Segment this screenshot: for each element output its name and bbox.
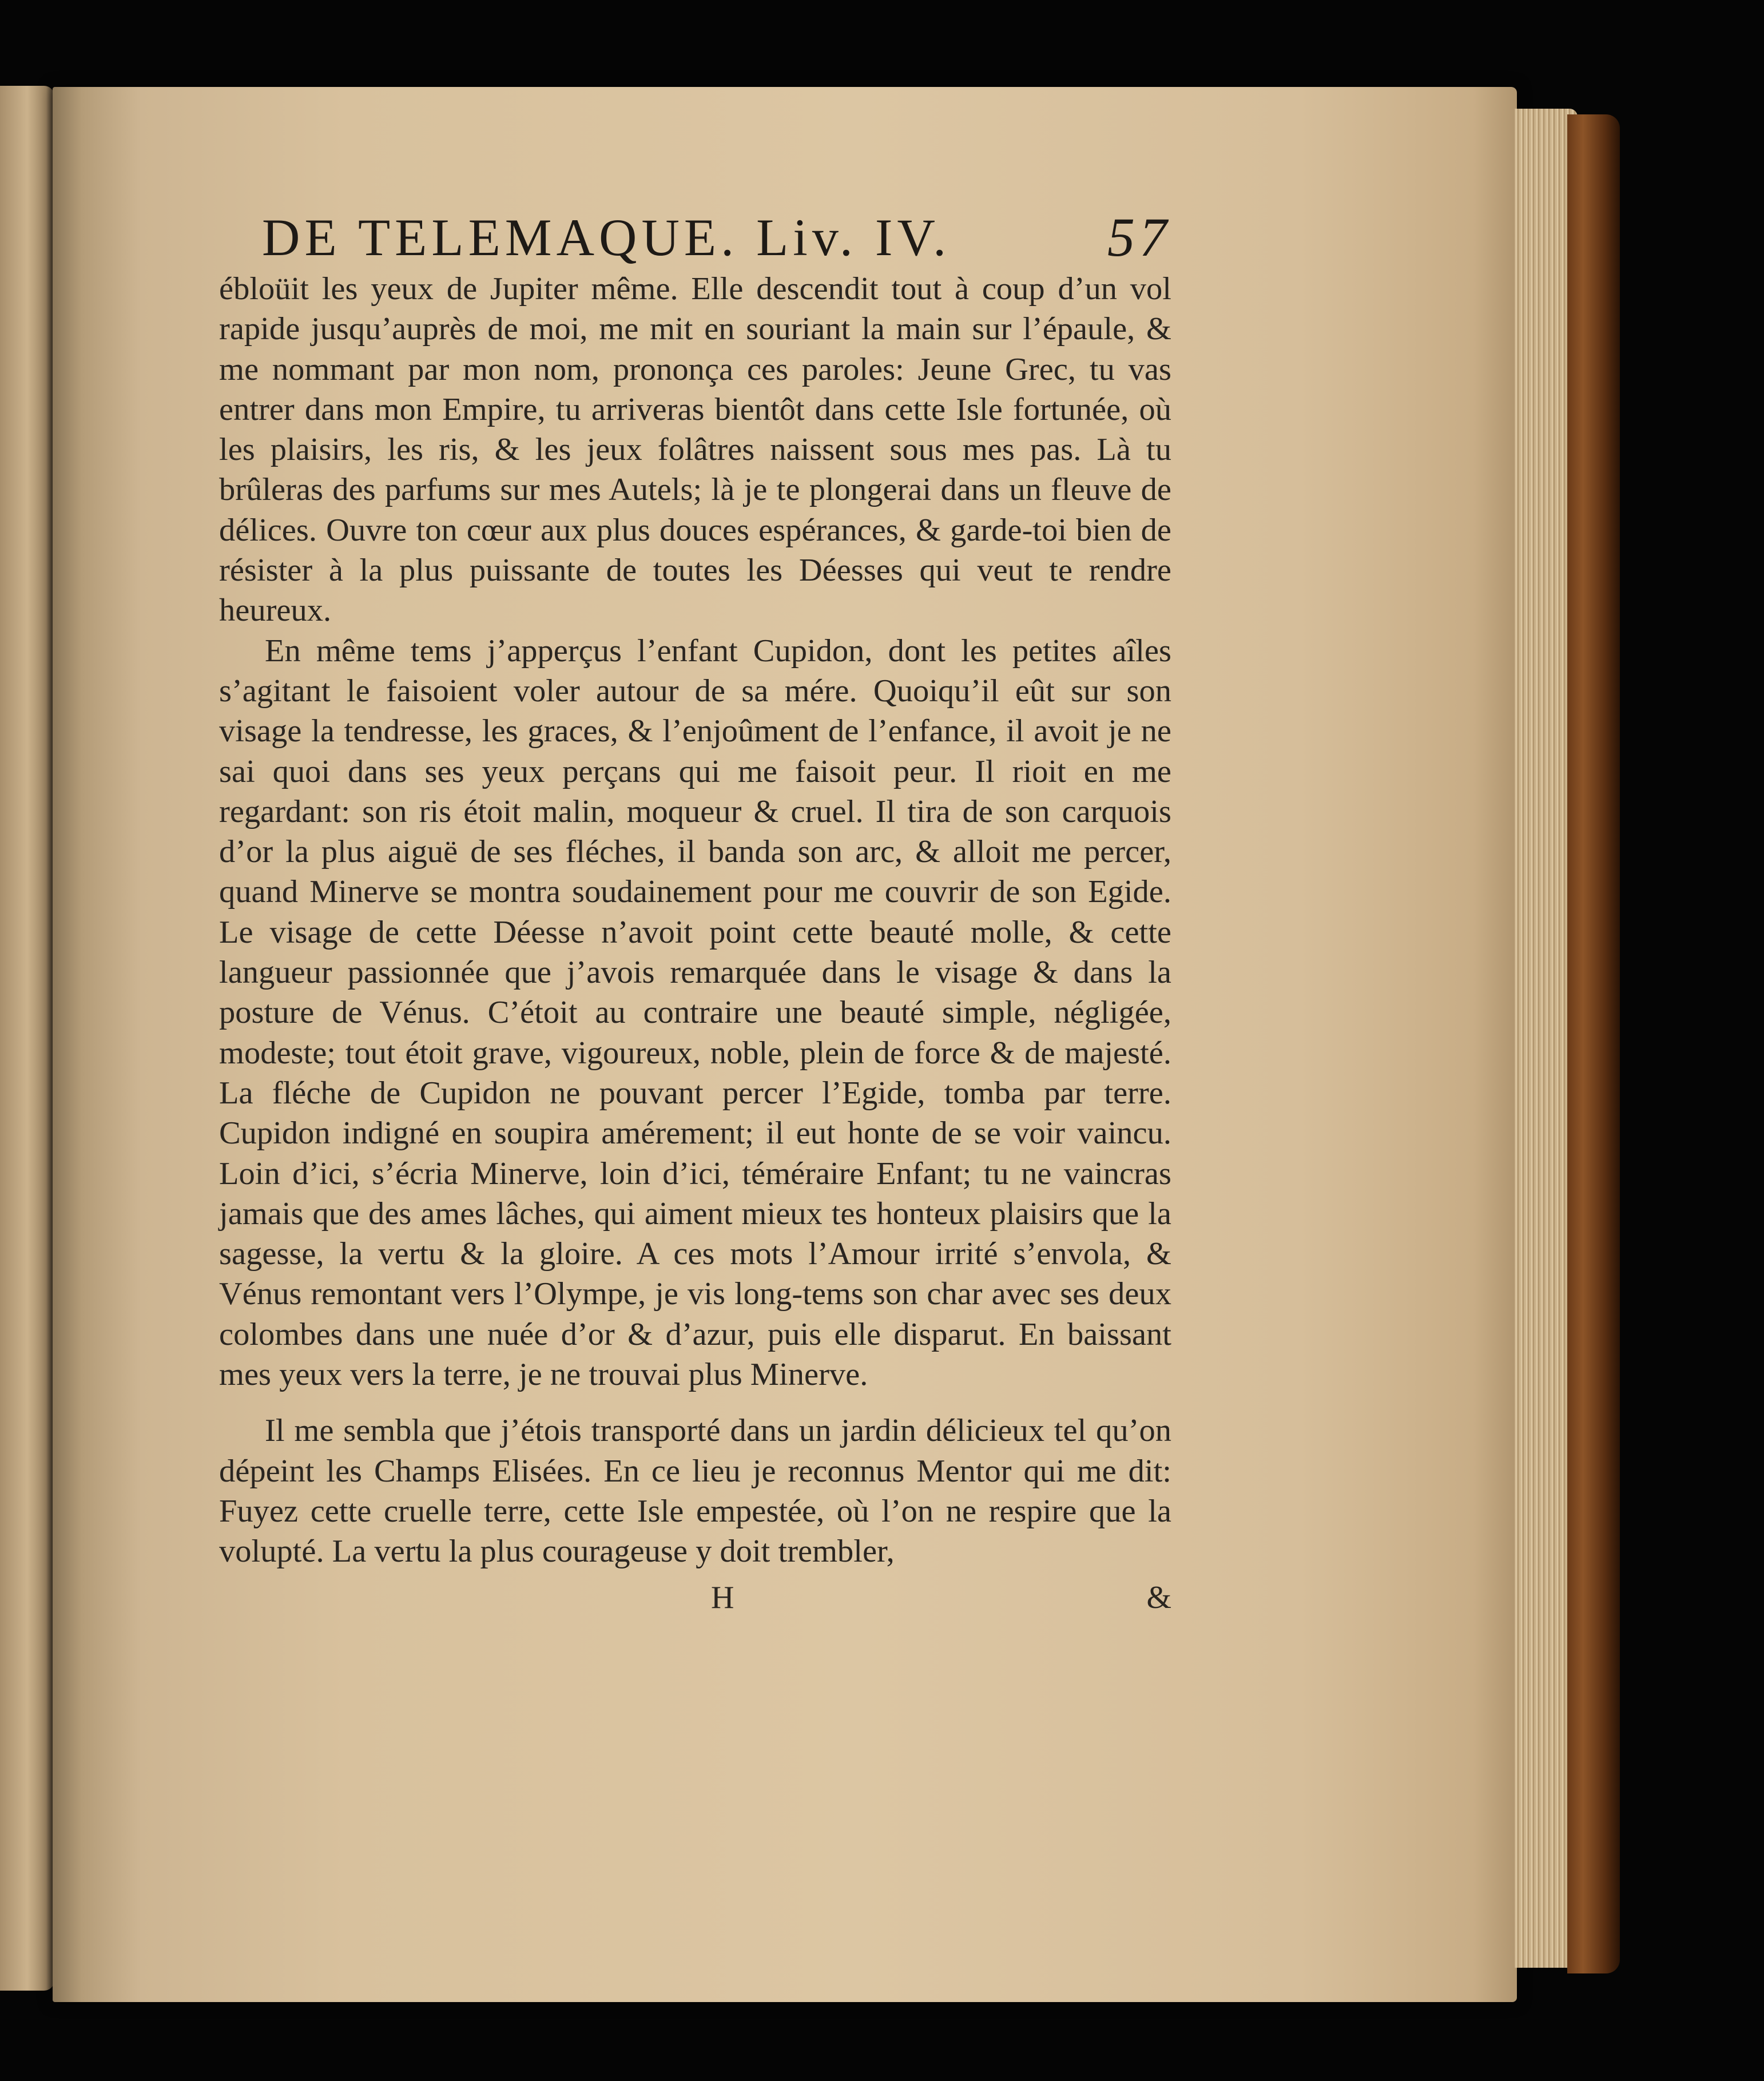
- book-cover-edge: [1567, 114, 1620, 1973]
- text-block: [219, 206, 1171, 1618]
- running-title: DE TELEMAQUE. Liv. IV.: [262, 208, 951, 267]
- catchword: &: [1146, 1579, 1171, 1615]
- running-header: [219, 206, 1171, 269]
- page-footer: [219, 1578, 1171, 1618]
- paragraph-3: Il me sembla que j’étois transporté dans un jardin délicieux tel qu’on dépeint les Champs Elisées. En ce lieu je reconnus Mentor qui me dit: Fuyez cette cruelle terre, cette Isle empestée, où l’on ne respire que la volupté. La vertu la plus courageuse y doit trembler,: [219, 1413, 1171, 1570]
- page-number: 57: [1107, 206, 1171, 268]
- body-text: [219, 269, 1171, 1572]
- paragraph-1: ébloüit les yeux de Jupiter même. Elle descendit tout à coup d’un vol rapide jusqu’auprès de moi, me mit en souriant la main sur l’épaule, & me nommant par mon nom, prononça ces paroles: Jeune Grec, tu vas entrer dans mon Empire, tu arriveras bientôt dans cette Isle fortunée, où les plaisirs, les ris, & les jeux folâtres naissent sous mes pas. Là tu brûleras des parfums sur mes Autels; là je te plongerai dans un fleuve de délices. Ouvre ton cœur aux plus douces espérances, & garde-toi bien de résister à la plus puissante de toutes les Déesses qui veut te rendre heureux.: [219, 271, 1171, 629]
- signature-mark: H: [711, 1579, 734, 1615]
- paragraph-2: En même tems j’apperçus l’enfant Cupidon, dont les petites aîles s’agitant le faisoient voler autour de sa mére. Quoiqu’il eût sur son visage la tendresse, les graces, & l’enjoûment de l’enfance, il avoit je ne sai quoi dans ses yeux perçans qui me faisoit peur. Il rioit en me regardant: son ris étoit malin, moqueur & cruel. Il tira de son carquois d’or la plus aiguë de ses fléches, il banda son arc, & alloit me percer, quand Minerve se montra soudainement pour me couvrir de son Egide. Le visage de cette Déesse n’avoit point cette beauté molle, & cette langueur passionnée que j’avois remarquée dans le visage & dans la posture de Vénus. C’étoit au contraire une beauté simple, négligée, modeste; tout étoit grave, vigoureux, noble, plein de force & de majesté. La fléche de Cupidon ne pouvant percer l’Egide, tomba par terre. Cupidon indigné en soupira amérement; il eut honte de se voir vaincu. Loin d’ici, s’écria Minerve, loin d’ici, téméraire Enfant; tu ne vaincras jamais que des ames lâches, qui aiment mieux tes honteux plaisirs que la sagesse, la vertu & la gloire. A ces mots l’Amour irrité s’envola, & Vénus remontant vers l’Olympe, je vis long-tems son char avec ses deux colombes dans une nuée d’or & d’azur, puis elle disparut. En baissant mes yeux vers la terre, je ne trouvai plus Minerve.: [219, 633, 1171, 1393]
- facing-page-edge: [0, 86, 54, 1991]
